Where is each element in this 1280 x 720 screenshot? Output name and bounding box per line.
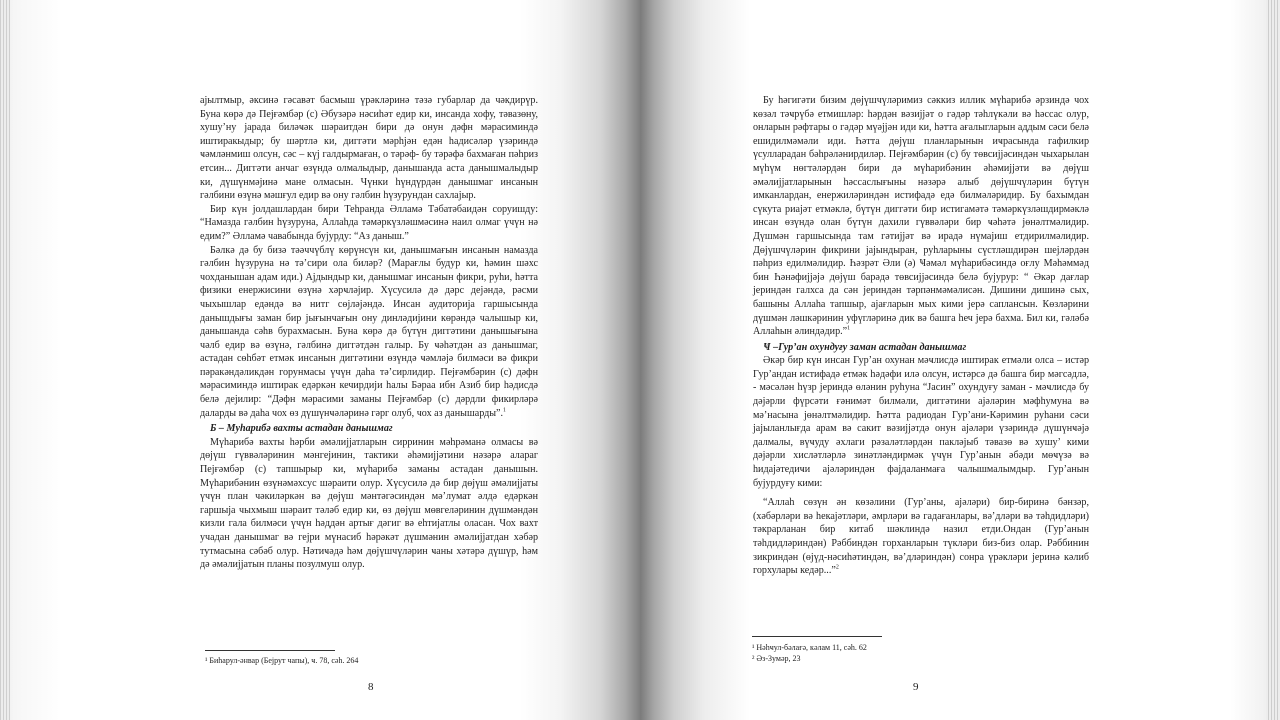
left-paragraph-3 <box>200 244 538 421</box>
right-paragraph-2: Әкәр бир күн инсан Гур’ан охунан мәҹлисдә иштирак етмәли олса – истәр Гур’андан истифадә етмәк һәдәфи илә олсун, истәрсә дә башга бир мәгсәдлә, - мәсәлән һүзр јериндә өләнин руһуна “Јасин” охундуғу заман - мәҹлисдә бу дәјәрли фүрсәти ғәнимәт билмәли, диггәтини ајәләрин мәфһумуна вә мә’насына јөнәлтмәлидир. Һәтта радиодан Гур’ани-Кәримин руһани сәси јајыланлығда арам вә сакит вәзијјәтдә онун ајәләри үзәриндә дүшүнҹәјә далмалы, вүҹуду әхлаги рәзаләтләрдән пакләјыб тәвазө вә хушу’ кими дәјәрли хисләтләрлә зинәтләндирмәк үчүн Гур’анын әбәди мөҹүзә вә һидајәтедиҹи ајәләриндән фајдаланмаға чалышмалымдыр. Гур’анын бујурдуғу кими: <box>753 355 1089 489</box>
quran-quote <box>753 496 1089 578</box>
right-footnotes <box>752 643 867 664</box>
section-heading-c: Ҹ –Гур’ан охундуғу заман астадан данышмаг <box>763 341 967 353</box>
page-number-left: 8 <box>368 681 374 693</box>
left-paragraph-2: Бир күн јолдашлардан бири Теһранда Әлламә Тәбатәбаидән соруишду: “Намазда гәлбин һүзуруна, Аллаһда тәмәркүзләшмәсинә наил олмаг үчүн нә едим?” Әлламә чавабында бујурду: “Аз даныш.” <box>200 203 538 242</box>
footnote-ref: 1 <box>503 407 507 414</box>
footnote-ref: 1 <box>847 325 851 332</box>
right-paragraph-1 <box>753 94 1089 339</box>
page-edges-right <box>1266 0 1280 720</box>
footnote-1: ¹ Нәһҹул-бәлағә, кәлам 11, сәһ. 62 <box>752 643 867 652</box>
left-paragraph-3-text: Бәлкә дә бу бизә тәәччүблү көрүнсүн ки, данышмағын инсанын намазда гәлбин һүзуруна нә тә’сири ола биләр? (Марағлы будур ки, һәмин шәхс чохданышан адам иди.) Ајдындыр ки, данышмаг инсанын фикри, руһи, һәтта физики енержисини өзүнә хәрҹләјир. Хүсусилә дә дәрс дејәндә, рәсми чыхышлар едәндә вә нитг сөјләјәндә. Инсан аудиторија гаршысында данышдығы заман бир јығынчағын ону динләдијини көрәндә чалышыр ки, данышанда сәһв бурахмасын. Буна көрә дә бүтүн диггәтини данышығына чәлб едир вә өзүнә, гәлбинә диггәтдән галыр. Бу ҹәһәтдән аз данышмаг, астадан сөһбәт етмәк инсанын диггәтини өзүндә ҹәмләјә билмәси вә фикри пәракәндәликдән горунмасы үчүн даһа тә’сирлидир. Пејғәмбәрин (с) дәфн мәрасиминдә иштирак едәркән кечирдији һалы Бәраа ибн Азиб бир һәдисдә белә дејилир: “Дәфн мәрасими заманы Пејғәмбәр (с) дәрдли фикирләрә даларды вә даһа чох өз дүшүнҹәләринә гәрг олуб, чох аз данышарды”. <box>200 244 538 419</box>
footnote-2: ² Әз-Зумәр, 23 <box>752 653 801 663</box>
quote-text: “Аллаһ сөзүн ән көзәлини (Гур’аны, ајәләри) бир-биринә бәнзәр, (хәбәрләри вә һекајәтләри, әмрләри вә гадағанлары, вә’дләри вә тәһдидләри) тәкрарланан бир китаб шәклиндә назил етди.Ондан (Гур’анын тәһдидләриндән) Рәббиндән горханларын түкләри биз-биз олар. Рәббинин зикриндән (өјүд-нәсиһәтиндән, вә’дләриндән) сонра үрәкләри јеринә кәлиб горхулары кедәр...” <box>753 497 1089 577</box>
page-edges-left <box>0 0 10 720</box>
left-paragraph-4: Мүһарибә вахты һәрби әмәлијјатларын сирринин мәһрәманә олмасы вә дөјүш гүввәләринин мәнгејинин, тактики әһәмијјәтини нәзәрә алараг Пејғәмбәр (с) тапшырыр ки, мүһарибә заманы астадан данышын. Мүһарибәнин өзүнәмәхсус шәраити олур. Хүсусилә дә бир дөјүш әмәлијјаты үчүн план чәкиләркән вә дөјүш мәнтәгәсиндән мә’лумат әлдә едәркән гаршыја чыхмыш шәраит тәләб едир ки, өз дөјүш мөвгеләринин дүшмәндән кизли гала билмәси үчүн һәддән артығ дәгиг вә еһтијатлы оласан. Чох вахт учадан данышмаг вә гејри мүнасиб һәрәкәт дүшмәнин әмәлијјатдан хәбәр тутмасына сәбәб олур. Нәтиҹәдә һәм дөјүшчүләрин ҹаны хәтәрә дүшүр, һәм дә әмәлијјатын планы позулмуш олур. <box>200 436 538 571</box>
right-page-body <box>753 94 1089 578</box>
footnote-divider <box>205 650 335 651</box>
footnote-divider <box>752 636 882 637</box>
left-footnotes <box>205 656 358 667</box>
right-page <box>640 0 1280 720</box>
section-heading-b: Б – Муһарибә вахты астадан данышмаг <box>210 423 393 435</box>
right-paragraph-1-text: Бу һәгигәти бизим дөјүшчүләримиз сәккиз иллик мүһарибә әрзиндә чох көзәл тәҹрүбә етмишләр: һәрдән вәзијјәт о гәдәр тәһлүкәли вә һәссас олур, онларын рәфтары о гәдәр мүәјјән иди ки, һәтта ағалыгларын аддым сәси белә ешидилмәмәли иди. Һәтта дөјүш планларынын иҹрасында гафилкир үсулларадан бәһрәләнирдиләр. Пејғәмбәрин (с) бу төвсијјәсиндән чыхарылан мүһүм нөгтәләрдән бири дә мүһарибәнин әһәмијјәти вә дөјүш әмәлијјатларынын һәссаслығыны нәзәрә алыб дөјүшчүләрин бүтүн имканлардан, енержиләриндән истифадә едә билмәләридир. Бу бахымдан сүкута риајәт етмәклә, бүтүн диггәти бир истигамәтә тәмәркүзләшдирмәклә инсан өзүндә олан бүтүн дахили гүввәләри бир ҹәһәтә јөнәлтмәлидир. Дүшмән гаршысында там гәтијјәт вә ирадә нүмајиш етдирилмәлидир. Дөјүшчүләрин фикрини јајындыран, руһларыны сүстләшдирән шејләрдән пәһриз едилмәлидир. Һәзрәт Әли (ә) Ҹәмәл мүһарибәсиндә оғлу Мәһәммәд бин Һәнәфијјәјә дөјүш барәдә төвсијјәсиндә белә бујурур: “ Әкәр дағлар јериндән галхса да сән јериндән тәрпәнмәмәлисән. Дишини дишинә сых, башыны Аллаһа тапшыр, ајағларын мых кими јерә саплансын. Көзләрини дүшмән ләшкәринин уфүгләринә дик вә башга һеч јерә бахма. Бил ки, гәләбә Аллаһын әлиндәдир.” <box>753 95 1089 338</box>
left-page-body <box>200 94 538 572</box>
page-number-right: 9 <box>913 681 919 693</box>
footnote-1: ¹ Биһарул-әнвар (Бејрут чапы), ҹ. 78, сәһ. 264 <box>205 656 359 665</box>
left-paragraph-1: ајылтмыр, әксинә гәсавәт басмыш үрәкләринә тәзә губарлар да чәкдирүр. Буна көрә дә Пејғәмбәр (с) Әбузәрә нәсиһәт едир ки, инсанда хофу, тәвазөну, хушу’ну јарада биләҹәк шәраитдән бири дә онун дәфн мәрасиминдә иштиракыдыр; бу шәртлә ки, диггәти мәрһјән едән һадисәләр үзәриндә ҹәмләнмиш олсун, сәс – күј галдырмаған, о тәрәф- бу тәрәфә бахмаған пәһриз етсин... Диггәти анчаг өзүндә олмалыдыр, данышанда аста данышмалыдыр ки, дүшүнмәјинә мане олмасын. Чүнки һүндүрдән данышмаг инсанын гәлбини өзүнә мәшғул едир вә ону гәлбин һүзурундан сахлајыр. <box>200 95 538 202</box>
footnote-ref: 2 <box>835 564 839 571</box>
